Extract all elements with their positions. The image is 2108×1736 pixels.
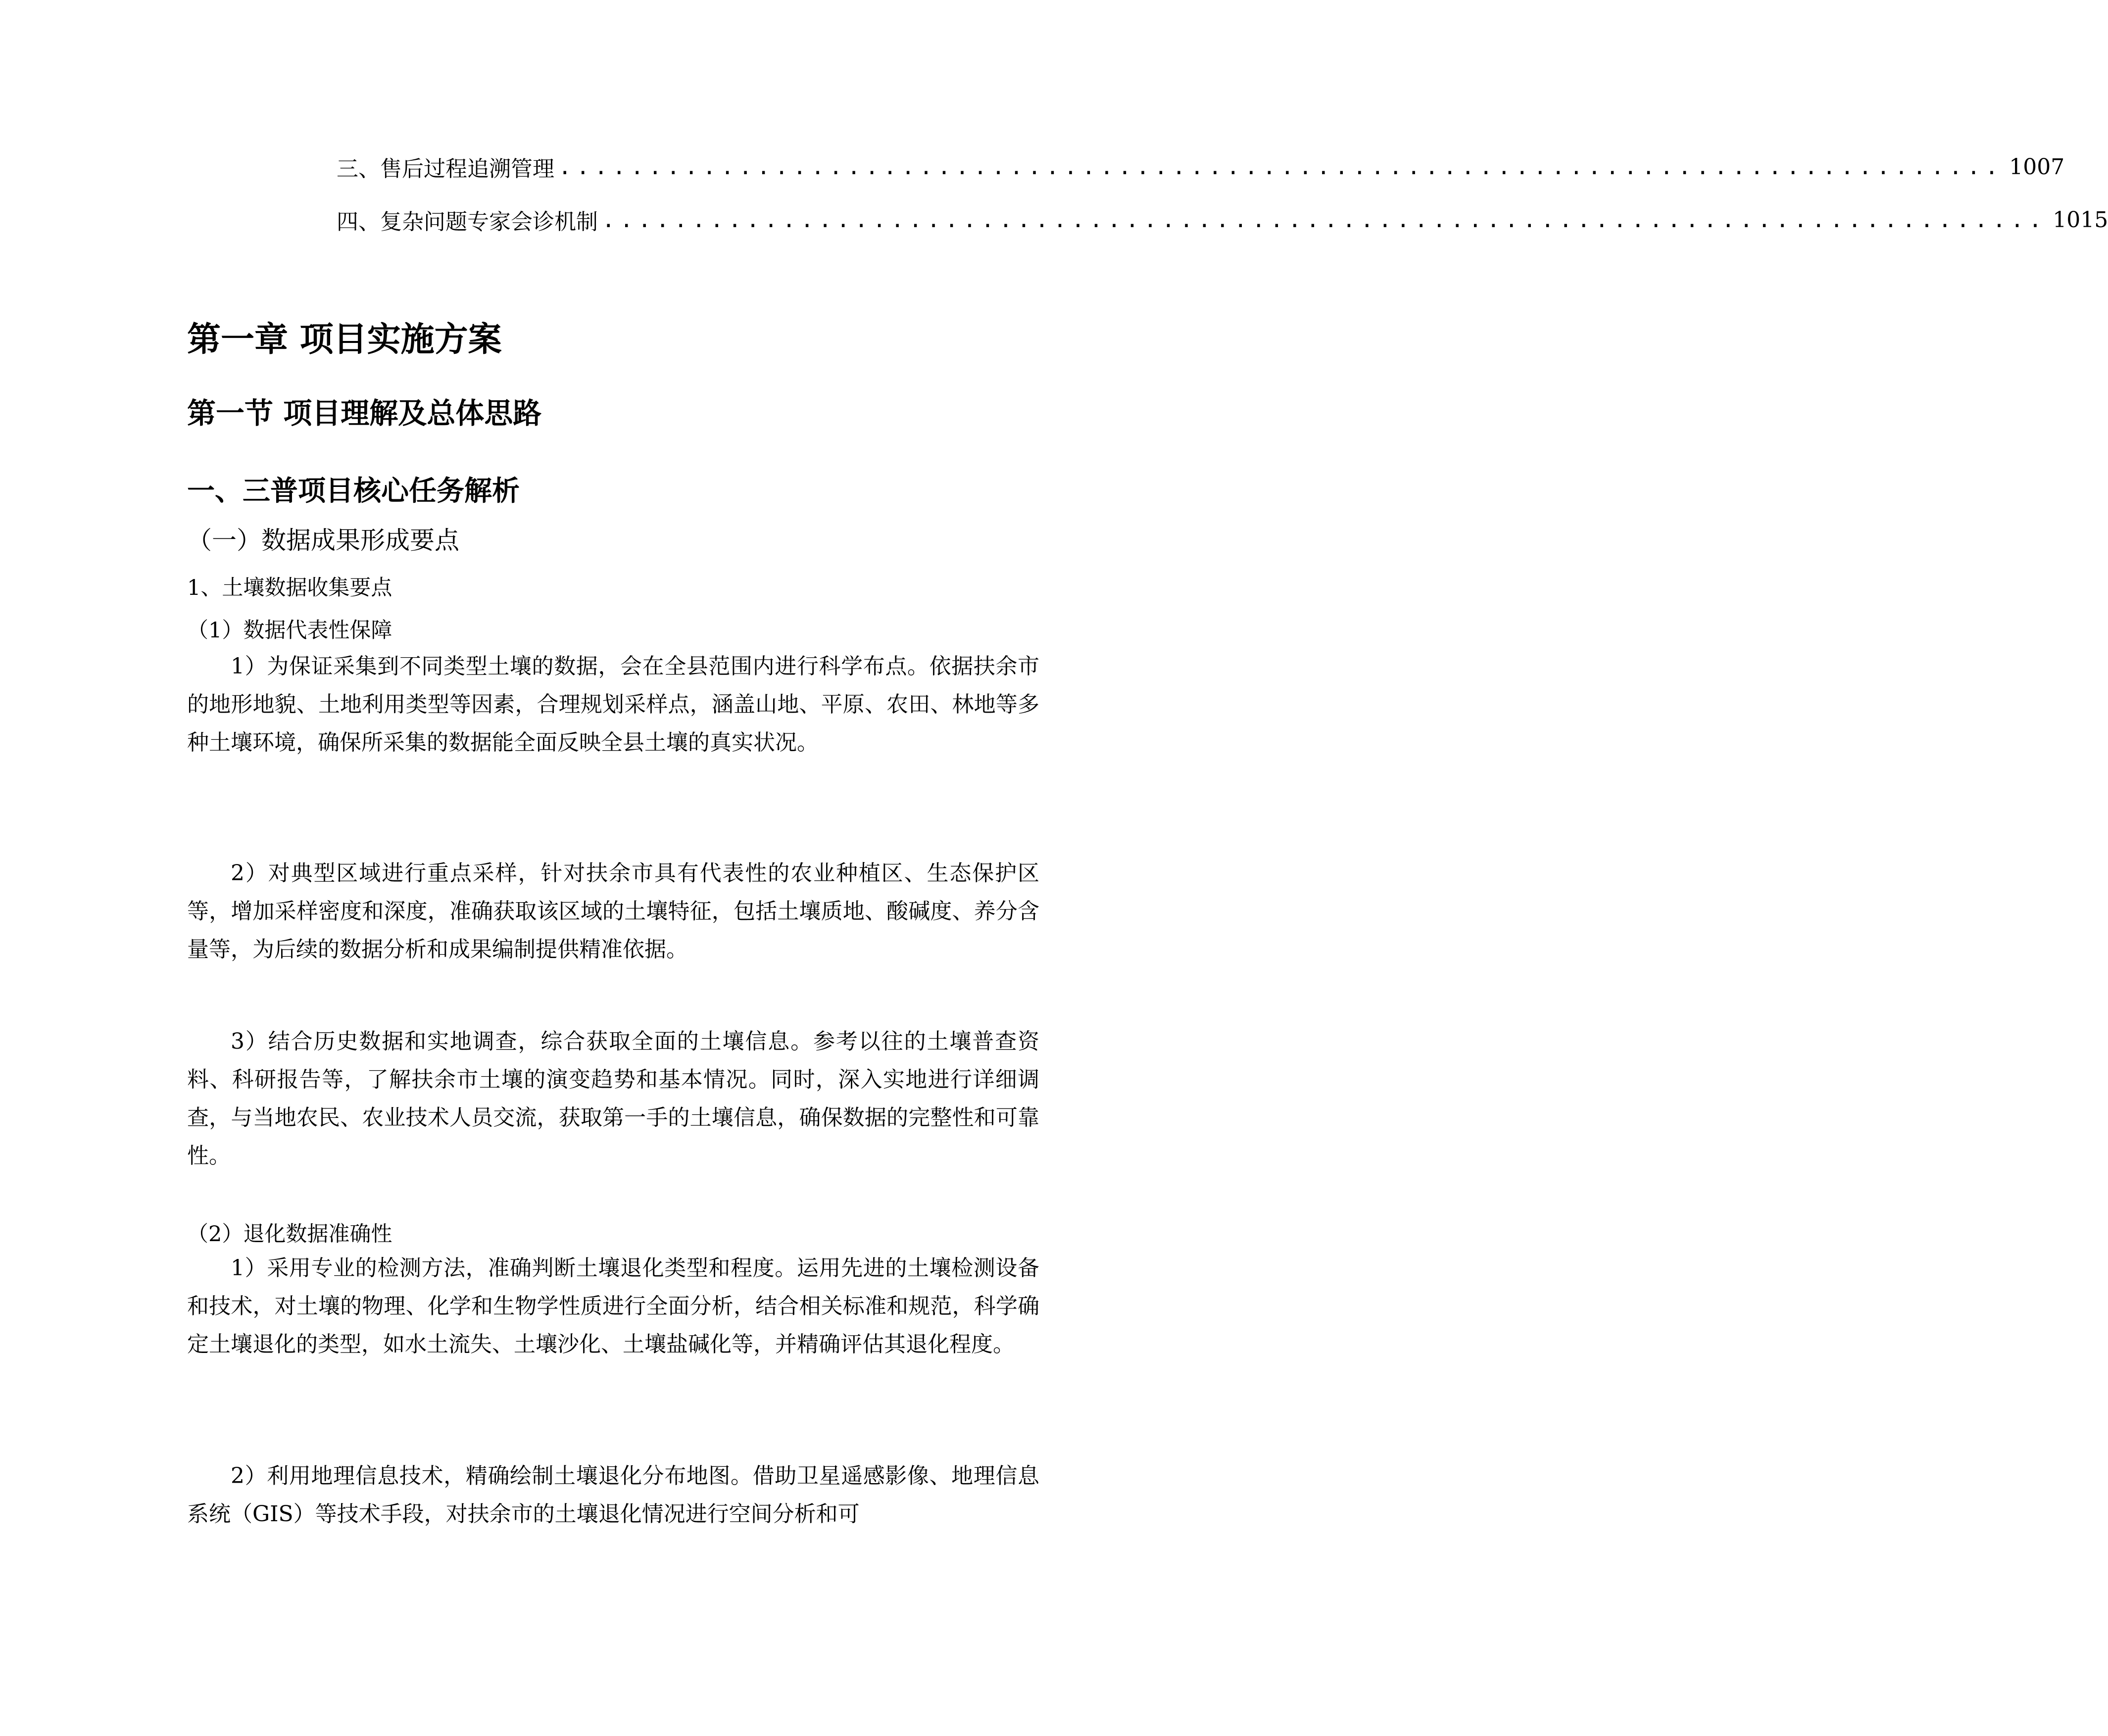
body-paragraph: 2）对典型区域进行重点采样，针对扶余市具有代表性的农业种植区、生态保护区等，增加采样密度和深度，准确获取该区域的土壤特征，包括土壤质地、酸碱度、养分含量等，为后续的数据分析和成果编制提供精准依据。 [187,861,1039,962]
toc-entry[interactable] [337,202,2108,237]
toc-entry[interactable] [337,149,2065,184]
subpoint-title: （2）退化数据准确性 [187,1222,392,1247]
item-title: （一）数据成果形成要点 [187,526,459,555]
toc-entry-title: 售后过程追溯管理 [380,156,554,182]
body-paragraph: 2）利用地理信息技术，精确绘制土壤退化分布地图。借助卫星遥感影像、地理信息系统（GIS）等技术手段，对扶余市的土壤退化情况进行空间分析和可 [187,1463,1039,1527]
subpoint-title: （1）数据代表性保障 [187,618,392,643]
toc-entry-number: 四、 [337,209,380,235]
subsection-title: 一、三普项目核心任务解析 [187,475,520,507]
toc-entry-title: 复杂问题专家会诊机制 [380,209,598,235]
toc-entry-number: 三、 [337,156,380,182]
toc-entry-page: 1015 [2053,207,2108,233]
toc-dot-leader: ................................................................................ [602,207,2047,233]
body-paragraph: 1）采用专业的检测方法，准确判断土壤退化类型和程度。运用先进的土壤检测设备和技术，对土壤的物理、化学和生物学性质进行全面分析，结合相关标准和规范，科学确定土壤退化的类型，如水土流失、土壤沙化、土壤盐碱化等，并精确评估其退化程度。 [187,1255,1039,1357]
toc-entry-page: 1007 [2009,154,2065,180]
point-title: 1、土壤数据收集要点 [187,576,392,600]
body-paragraph: 3）结合历史数据和实地调查，综合获取全面的土壤信息。参考以往的土壤普查资料、科研报告等，了解扶余市土壤的演变趋势和基本情况。同时，深入实地进行详细调查，与当地农民、农业技术人员交流，获取第一手的土壤信息，确保数据的完整性和可靠性。 [187,1029,1039,1168]
toc-dot-leader: ................................................................................ [558,154,2004,180]
chapter-title: 第一章 项目实施方案 [187,320,502,359]
section-title: 第一节 项目理解及总体思路 [187,396,542,430]
body-paragraph: 1）为保证采集到不同类型土壤的数据，会在全县范围内进行科学布点。依据扶余市的地形地貌、土地利用类型等因素，合理规划采样点，涵盖山地、平原、农田、林地等多种土壤环境，确保所采集的数据能全面反映全县土壤的真实状况。 [187,654,1039,755]
